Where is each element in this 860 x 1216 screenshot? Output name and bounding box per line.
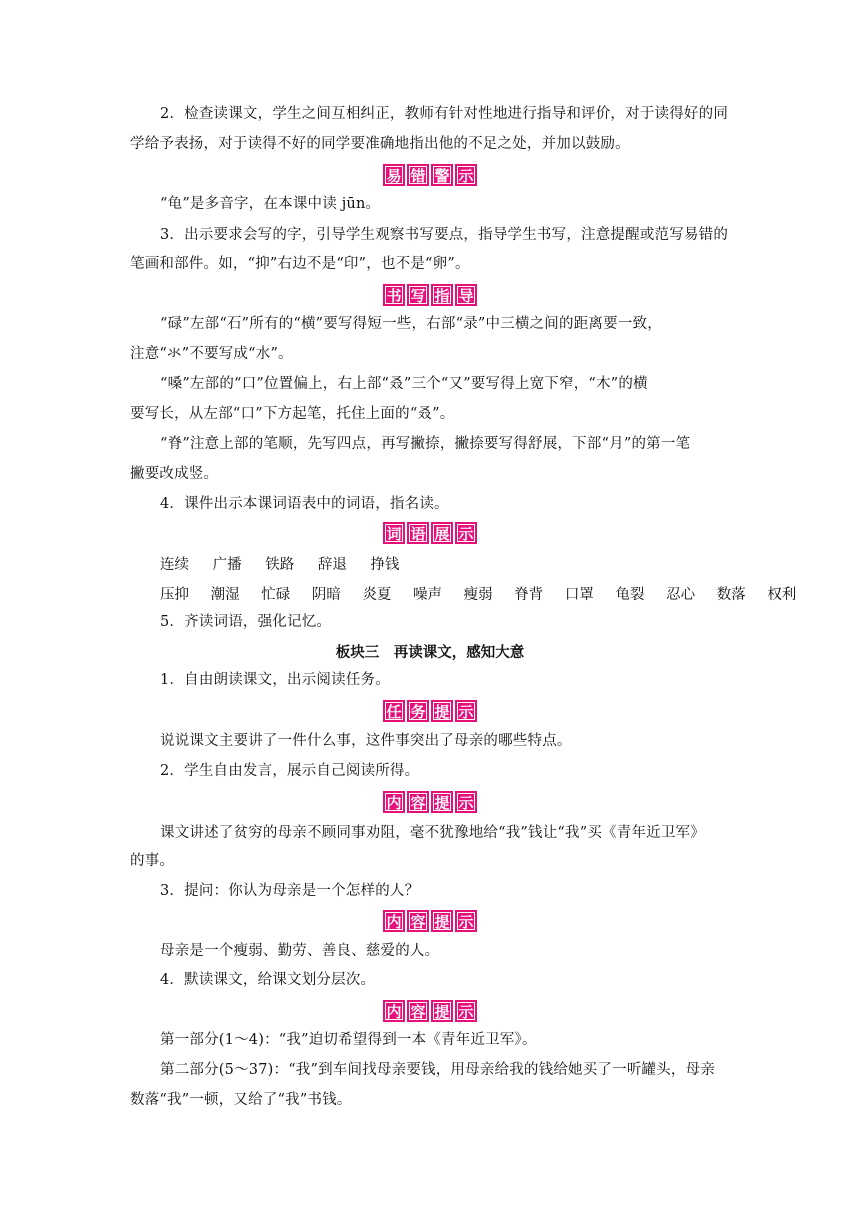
badge-char: 展 [431,522,453,544]
paragraph-line: 数落“我”一顿，又给了“我”书钱。 [130,1092,352,1108]
badge-char: 易 [383,164,405,186]
badge-char: 内 [383,1000,405,1022]
section-heading: 板块三 再读课文，感知大意 [335,645,525,661]
word: 铁路 [265,557,295,573]
word: 瘦弱 [463,587,493,603]
badge-char: 提 [431,910,453,932]
badge-char: 警 [431,164,453,186]
word: 炎夏 [362,587,392,603]
word: 辞退 [317,557,347,573]
paragraph-line: 第一部分(1～4)：“我”迫切希望得到一本《青年近卫军》。 [160,1032,537,1048]
paragraph-line: 母亲是一个瘦弱、勤劳、善良、慈爱的人。 [160,943,440,959]
paragraph-line: 第二部分(5～37)：“我”到车间找母亲要钱，用母亲给我的钱给她买了一听罐头，母亲 [160,1062,716,1078]
badge-char: 容 [407,791,429,813]
paragraph-line: “碌”左部“石”所有的“横”要写得短一些，右部“录”中三横之间的距离要一致， [160,316,662,332]
badge-char: 示 [455,1000,477,1022]
badge-error-warning [0,164,860,186]
badge-char: 容 [407,1000,429,1022]
badge-writing-guide [0,284,860,306]
badge-char: 示 [455,522,477,544]
word-row [160,553,418,574]
word: 噪声 [413,587,443,603]
word: 压抑 [160,587,189,603]
paragraph-line: 学给予表扬，对于读得不好的同学要准确地指出他的不足之处，并加以鼓励。 [130,136,630,152]
word-row [160,583,796,604]
paragraph-line: “龟”是多音字，在本课中读 jūn。 [160,196,381,212]
paragraph-line: 撇要改成竖。 [130,466,219,482]
badge-char: 示 [455,910,477,932]
badge-char: 指 [431,284,453,306]
paragraph-line: 2．检查读课文，学生之间互相纠正，教师有针对性地进行指导和评价，对于读得好的同 [160,106,729,122]
badge-char: 写 [407,284,429,306]
paragraph-line: 3．出示要求会写的字，引导学生观察书写要点，指导学生书写，注意提醒或范写易错的 [160,227,729,243]
word: 忙碌 [261,587,291,603]
word: 挣钱 [370,557,400,573]
badge-char: 词 [383,522,405,544]
paragraph-line: 要写长，从左部“口”下方起笔，托住上面的“叒”。 [130,406,455,422]
paragraph-line: 2．学生自由发言，展示自己阅读所得。 [160,763,420,779]
word: 连续 [160,557,189,573]
badge-char: 示 [455,164,477,186]
paragraph-line: 说说课文主要讲了一件什么事，这件事突出了母亲的哪些特点。 [160,733,572,749]
paragraph-line: “嗓”左部的“口”位置偏上，右上部“叒”三个“又”要写得上宽下窄，“木”的横 [160,376,648,392]
badge-char: 任 [383,700,405,722]
word: 忍心 [666,587,696,603]
badge-char: 务 [407,700,429,722]
badge-char: 容 [407,910,429,932]
paragraph-line: 4．默读课文，给课文划分层次。 [160,972,376,988]
paragraph-line: 注意“氺”不要写成“水”。 [130,346,293,362]
word: 潮湿 [210,587,240,603]
paragraph-line: 1．自由朗读课文，出示阅读任务。 [160,672,390,688]
paragraph-line: 笔画和部件。如，“抑”右边不是“印”，也不是“卵”。 [130,256,470,272]
badge-char: 内 [383,910,405,932]
word: 广播 [212,557,242,573]
badge-char: 书 [383,284,405,306]
word: 阴暗 [311,587,341,603]
word: 龟裂 [615,587,645,603]
word: 数落 [716,587,746,603]
word: 权利 [767,587,797,603]
badge-vocabulary [0,522,860,544]
badge-char: 提 [431,700,453,722]
badge-task [0,700,860,722]
word: 脊背 [514,587,544,603]
paragraph-line: 的事。 [130,853,175,869]
badge-char: 语 [407,522,429,544]
badge-char: 内 [383,791,405,813]
paragraph-line: 课文讲述了贫穷的母亲不顾同事劝阻，毫不犹豫地给“我”钱让“我”买《青年近卫军》 [160,825,705,841]
paragraph-line: 4．课件出示本课词语表中的词语，指名读。 [160,496,449,512]
paragraph-line: 3．提问：你认为母亲是一个怎样的人？ [160,883,420,899]
badge-char: 导 [455,284,477,306]
badge-char: 错 [407,164,429,186]
paragraph-line: 5．齐读词语，强化记忆。 [160,614,332,630]
word: 口罩 [564,587,594,603]
badge-char: 提 [431,1000,453,1022]
paragraph-line: “脊”注意上部的笔顺，先写四点，再写撇捺，撇捺要写得舒展，下部“月”的第一笔 [160,436,691,452]
badge-content [0,910,860,932]
badge-content [0,1000,860,1022]
badge-char: 提 [431,791,453,813]
badge-char: 示 [455,791,477,813]
badge-char: 示 [455,700,477,722]
badge-content [0,791,860,813]
